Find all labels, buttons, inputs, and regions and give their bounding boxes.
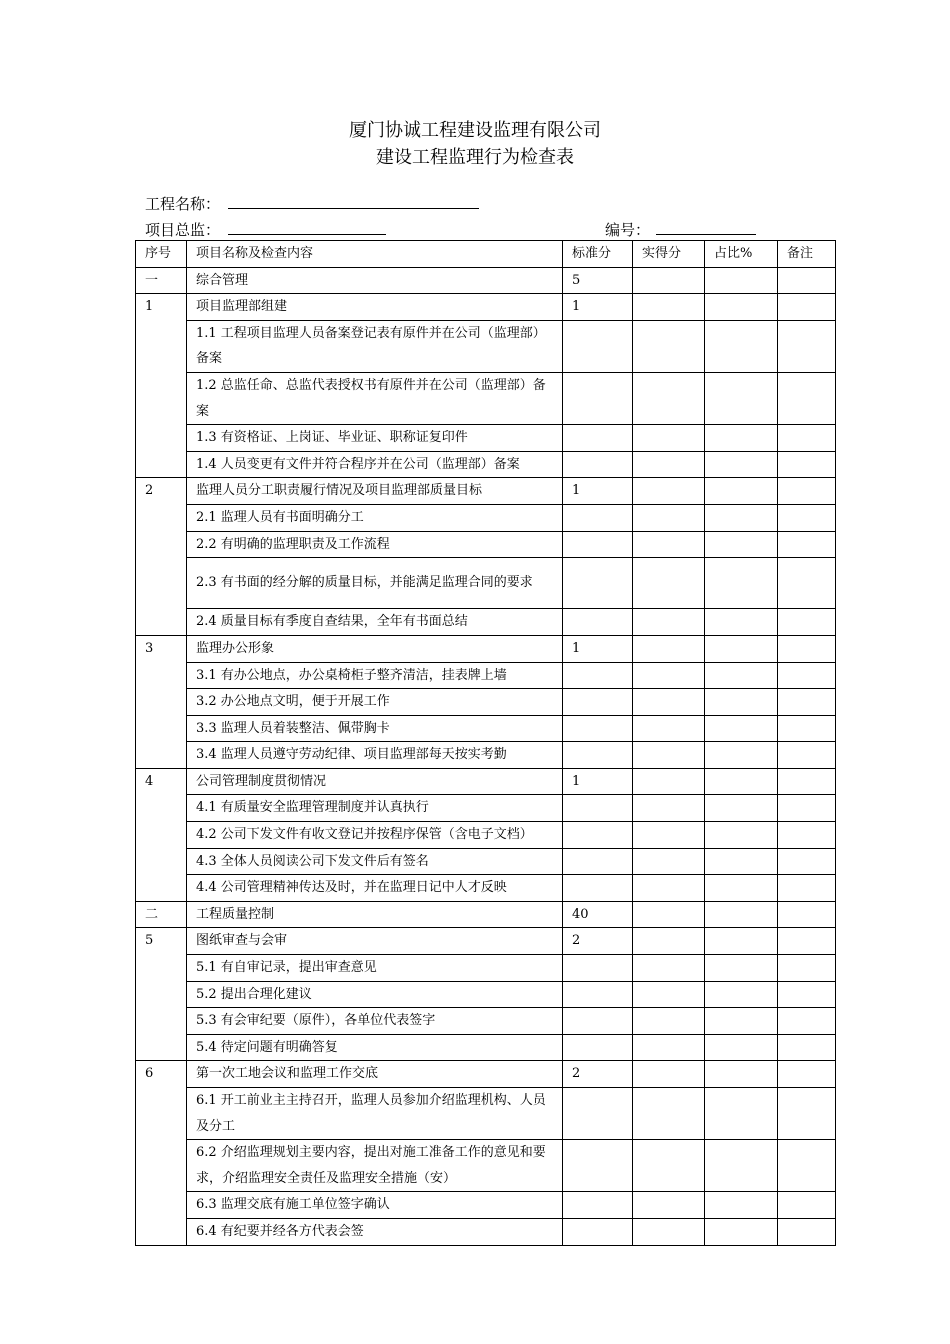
item-content: 3.3 监理人员着装整洁、佩带胸卡 bbox=[187, 715, 563, 742]
ratio-cell[interactable] bbox=[705, 504, 778, 531]
standard-score bbox=[563, 1034, 633, 1061]
actual-score-cell[interactable] bbox=[633, 1088, 705, 1140]
item-content: 3.2 办公地点文明，便于开展工作 bbox=[187, 689, 563, 716]
ratio-cell[interactable] bbox=[705, 1008, 778, 1035]
actual-score-cell[interactable] bbox=[633, 1008, 705, 1035]
table-row bbox=[136, 768, 836, 795]
item-content: 2.2 有明确的监理职责及工作流程 bbox=[187, 531, 563, 558]
standard-score bbox=[563, 320, 633, 372]
standard-score bbox=[563, 981, 633, 1008]
company-name: 厦门协诚工程建设监理有限公司 bbox=[349, 120, 601, 141]
actual-score-cell[interactable] bbox=[633, 662, 705, 689]
item-content: 5.1 有自审记录，提出审查意见 bbox=[187, 955, 563, 982]
item-content: 公司管理制度贯彻情况 bbox=[187, 768, 563, 795]
column-header: 占比% bbox=[705, 241, 778, 268]
actual-score-cell[interactable] bbox=[633, 294, 705, 321]
item-content: 工程质量控制 bbox=[187, 901, 563, 928]
ratio-cell[interactable] bbox=[705, 320, 778, 372]
form-title: 建设工程监理行为检查表 bbox=[376, 147, 574, 168]
row-number: 6 bbox=[136, 1061, 187, 1245]
item-content: 6.2 介绍监理规划主要内容，提出对施工准备工作的意见和要求，介绍监理安全责任及监理安全措施（安） bbox=[187, 1140, 563, 1192]
chief-supervisor-label: 项目总监： bbox=[145, 221, 221, 239]
actual-score-cell[interactable] bbox=[633, 1218, 705, 1245]
remarks-cell[interactable] bbox=[778, 372, 836, 424]
actual-score-cell[interactable] bbox=[633, 822, 705, 849]
column-header: 序号 bbox=[136, 241, 187, 268]
remarks-cell[interactable] bbox=[778, 715, 836, 742]
item-content: 6.3 监理交底有施工单位签字确认 bbox=[187, 1192, 563, 1219]
table-row bbox=[136, 715, 836, 742]
table-row bbox=[136, 504, 836, 531]
actual-score-cell[interactable] bbox=[633, 689, 705, 716]
table-row bbox=[136, 848, 836, 875]
standard-score bbox=[563, 795, 633, 822]
standard-score bbox=[563, 1192, 633, 1219]
project-name-label: 工程名称： bbox=[145, 195, 221, 213]
actual-score-cell[interactable] bbox=[633, 451, 705, 478]
standard-score bbox=[563, 1140, 633, 1192]
table-row bbox=[136, 1061, 836, 1088]
remarks-cell[interactable] bbox=[778, 822, 836, 849]
actual-score-cell[interactable] bbox=[633, 372, 705, 424]
remarks-cell[interactable] bbox=[778, 425, 836, 452]
item-content: 2.3 有书面的经分解的质量目标，并能满足监理合同的要求 bbox=[187, 558, 563, 609]
table-row bbox=[136, 531, 836, 558]
actual-score-cell[interactable] bbox=[633, 1061, 705, 1088]
ratio-cell[interactable] bbox=[705, 267, 778, 294]
actual-score-cell[interactable] bbox=[633, 635, 705, 662]
table-row bbox=[136, 451, 836, 478]
table-row bbox=[136, 955, 836, 982]
remarks-cell[interactable] bbox=[778, 1192, 836, 1219]
item-content: 第一次工地会议和监理工作交底 bbox=[187, 1061, 563, 1088]
remarks-cell[interactable] bbox=[778, 294, 836, 321]
ratio-cell[interactable] bbox=[705, 981, 778, 1008]
item-content: 2.4 质量目标有季度自查结果，全年有书面总结 bbox=[187, 609, 563, 636]
column-header: 标准分 bbox=[563, 241, 633, 268]
column-header: 实得分 bbox=[633, 241, 705, 268]
actual-score-cell[interactable] bbox=[633, 848, 705, 875]
chief-supervisor-field[interactable] bbox=[228, 234, 386, 235]
ratio-cell[interactable] bbox=[705, 1140, 778, 1192]
inspection-table bbox=[135, 240, 836, 1246]
ratio-cell[interactable] bbox=[705, 928, 778, 955]
standard-score bbox=[563, 451, 633, 478]
actual-score-cell[interactable] bbox=[633, 742, 705, 769]
remarks-cell[interactable] bbox=[778, 875, 836, 902]
standard-score: 5 bbox=[563, 267, 633, 294]
remarks-cell[interactable] bbox=[778, 1140, 836, 1192]
item-content: 监理人员分工职责履行情况及项目监理部质量目标 bbox=[187, 478, 563, 505]
item-content: 4.4 公司管理精神传达及时，并在监理日记中人才反映 bbox=[187, 875, 563, 902]
standard-score: 2 bbox=[563, 1061, 633, 1088]
actual-score-cell[interactable] bbox=[633, 715, 705, 742]
standard-score: 1 bbox=[563, 635, 633, 662]
remarks-cell[interactable] bbox=[778, 768, 836, 795]
standard-score bbox=[563, 1088, 633, 1140]
remarks-cell[interactable] bbox=[778, 635, 836, 662]
table-row bbox=[136, 981, 836, 1008]
remarks-cell[interactable] bbox=[778, 981, 836, 1008]
ratio-cell[interactable] bbox=[705, 531, 778, 558]
table-row bbox=[136, 267, 836, 294]
item-content: 5.2 提出合理化建议 bbox=[187, 981, 563, 1008]
actual-score-cell[interactable] bbox=[633, 875, 705, 902]
standard-score bbox=[563, 715, 633, 742]
standard-score bbox=[563, 742, 633, 769]
actual-score-cell[interactable] bbox=[633, 478, 705, 505]
table-row bbox=[136, 928, 836, 955]
remarks-cell[interactable] bbox=[778, 320, 836, 372]
table-row bbox=[136, 662, 836, 689]
standard-score bbox=[563, 955, 633, 982]
standard-score: 1 bbox=[563, 768, 633, 795]
item-content: 3.4 监理人员遵守劳动纪律、项目监理部每天按实考勤 bbox=[187, 742, 563, 769]
item-content: 1.2 总监任命、总监代表授权书有原件并在公司（监理部）备案 bbox=[187, 372, 563, 424]
table-row bbox=[136, 901, 836, 928]
standard-score bbox=[563, 558, 633, 609]
ratio-cell[interactable] bbox=[705, 875, 778, 902]
table-row bbox=[136, 1088, 836, 1140]
item-content: 5.4 待定问题有明确答复 bbox=[187, 1034, 563, 1061]
item-content: 5.3 有会审纪要（原件），各单位代表签字 bbox=[187, 1008, 563, 1035]
standard-score bbox=[563, 425, 633, 452]
ratio-cell[interactable] bbox=[705, 1061, 778, 1088]
remarks-cell[interactable] bbox=[778, 558, 836, 609]
table-row bbox=[136, 795, 836, 822]
row-number: 1 bbox=[136, 294, 187, 478]
ratio-cell[interactable] bbox=[705, 294, 778, 321]
row-number: 3 bbox=[136, 635, 187, 768]
item-content: 监理办公形象 bbox=[187, 635, 563, 662]
item-content: 综合管理 bbox=[187, 267, 563, 294]
ratio-cell[interactable] bbox=[705, 1088, 778, 1140]
item-content: 6.4 有纪要并经各方代表会签 bbox=[187, 1218, 563, 1245]
remarks-cell[interactable] bbox=[778, 848, 836, 875]
remarks-cell[interactable] bbox=[778, 662, 836, 689]
standard-score bbox=[563, 1218, 633, 1245]
actual-score-cell[interactable] bbox=[633, 425, 705, 452]
actual-score-cell[interactable] bbox=[633, 558, 705, 609]
ratio-cell[interactable] bbox=[705, 795, 778, 822]
item-content: 图纸审查与会审 bbox=[187, 928, 563, 955]
item-content: 4.2 公司下发文件有收文登记并按程序保管（含电子文档） bbox=[187, 822, 563, 849]
actual-score-cell[interactable] bbox=[633, 955, 705, 982]
remarks-cell[interactable] bbox=[778, 742, 836, 769]
item-content: 1.1 工程项目监理人员备案登记表有原件并在公司（监理部）备案 bbox=[187, 320, 563, 372]
table-row bbox=[136, 742, 836, 769]
ratio-cell[interactable] bbox=[705, 662, 778, 689]
serial-field[interactable] bbox=[656, 234, 756, 235]
table-row bbox=[136, 822, 836, 849]
remarks-cell[interactable] bbox=[778, 689, 836, 716]
remarks-cell[interactable] bbox=[778, 478, 836, 505]
standard-score bbox=[563, 1008, 633, 1035]
ratio-cell[interactable] bbox=[705, 742, 778, 769]
table-row bbox=[136, 1218, 836, 1245]
actual-score-cell[interactable] bbox=[633, 609, 705, 636]
ratio-cell[interactable] bbox=[705, 609, 778, 636]
column-header: 项目名称及检查内容 bbox=[187, 241, 563, 268]
item-content: 4.3 全体人员阅读公司下发文件后有签名 bbox=[187, 848, 563, 875]
table-row bbox=[136, 1192, 836, 1219]
item-content: 2.1 监理人员有书面明确分工 bbox=[187, 504, 563, 531]
standard-score bbox=[563, 531, 633, 558]
ratio-cell[interactable] bbox=[705, 689, 778, 716]
table-row bbox=[136, 478, 836, 505]
table-row bbox=[136, 1140, 836, 1192]
actual-score-cell[interactable] bbox=[633, 1034, 705, 1061]
row-number: 二 bbox=[136, 901, 187, 928]
ratio-cell[interactable] bbox=[705, 425, 778, 452]
actual-score-cell[interactable] bbox=[633, 901, 705, 928]
remarks-cell[interactable] bbox=[778, 795, 836, 822]
standard-score: 1 bbox=[563, 478, 633, 505]
actual-score-cell[interactable] bbox=[633, 795, 705, 822]
remarks-cell[interactable] bbox=[778, 928, 836, 955]
table-row bbox=[136, 558, 836, 609]
remarks-cell[interactable] bbox=[778, 609, 836, 636]
row-number: 4 bbox=[136, 768, 187, 901]
remarks-cell[interactable] bbox=[778, 1218, 836, 1245]
table-row bbox=[136, 1008, 836, 1035]
remarks-cell[interactable] bbox=[778, 1088, 836, 1140]
standard-score: 2 bbox=[563, 928, 633, 955]
ratio-cell[interactable] bbox=[705, 558, 778, 609]
actual-score-cell[interactable] bbox=[633, 1192, 705, 1219]
standard-score bbox=[563, 822, 633, 849]
remarks-cell[interactable] bbox=[778, 955, 836, 982]
standard-score bbox=[563, 504, 633, 531]
row-number: 2 bbox=[136, 478, 187, 636]
remarks-cell[interactable] bbox=[778, 901, 836, 928]
actual-score-cell[interactable] bbox=[633, 1140, 705, 1192]
item-content: 4.1 有质量安全监理管理制度并认真执行 bbox=[187, 795, 563, 822]
row-number: 一 bbox=[136, 267, 187, 294]
standard-score: 1 bbox=[563, 294, 633, 321]
item-content: 1.4 人员变更有文件并符合程序并在公司（监理部）备案 bbox=[187, 451, 563, 478]
table-row bbox=[136, 372, 836, 424]
ratio-cell[interactable] bbox=[705, 1192, 778, 1219]
remarks-cell[interactable] bbox=[778, 504, 836, 531]
actual-score-cell[interactable] bbox=[633, 768, 705, 795]
ratio-cell[interactable] bbox=[705, 1034, 778, 1061]
table-row bbox=[136, 635, 836, 662]
ratio-cell[interactable] bbox=[705, 635, 778, 662]
standard-score bbox=[563, 689, 633, 716]
ratio-cell[interactable] bbox=[705, 372, 778, 424]
actual-score-cell[interactable] bbox=[633, 267, 705, 294]
ratio-cell[interactable] bbox=[705, 848, 778, 875]
item-content: 6.1 开工前业主主持召开，监理人员参加介绍监理机构、人员及分工 bbox=[187, 1088, 563, 1140]
item-content: 1.3 有资格证、上岗证、毕业证、职称证复印件 bbox=[187, 425, 563, 452]
remarks-cell[interactable] bbox=[778, 1061, 836, 1088]
ratio-cell[interactable] bbox=[705, 822, 778, 849]
standard-score: 40 bbox=[563, 901, 633, 928]
actual-score-cell[interactable] bbox=[633, 320, 705, 372]
ratio-cell[interactable] bbox=[705, 901, 778, 928]
row-number: 5 bbox=[136, 928, 187, 1061]
table-row bbox=[136, 320, 836, 372]
remarks-cell[interactable] bbox=[778, 267, 836, 294]
table-row bbox=[136, 1034, 836, 1061]
remarks-cell[interactable] bbox=[778, 1008, 836, 1035]
standard-score bbox=[563, 875, 633, 902]
project-name-field[interactable] bbox=[228, 208, 479, 209]
ratio-cell[interactable] bbox=[705, 451, 778, 478]
table-row bbox=[136, 609, 836, 636]
item-content: 项目监理部组建 bbox=[187, 294, 563, 321]
standard-score bbox=[563, 848, 633, 875]
table-row bbox=[136, 425, 836, 452]
item-content: 3.1 有办公地点，办公桌椅柜子整齐清洁，挂表牌上墙 bbox=[187, 662, 563, 689]
standard-score bbox=[563, 372, 633, 424]
remarks-cell[interactable] bbox=[778, 531, 836, 558]
standard-score bbox=[563, 662, 633, 689]
table-row bbox=[136, 294, 836, 321]
actual-score-cell[interactable] bbox=[633, 504, 705, 531]
column-header: 备注 bbox=[778, 241, 836, 268]
ratio-cell[interactable] bbox=[705, 955, 778, 982]
header-row bbox=[136, 241, 836, 268]
ratio-cell[interactable] bbox=[705, 1218, 778, 1245]
actual-score-cell[interactable] bbox=[633, 531, 705, 558]
serial-label: 编号： bbox=[605, 221, 651, 239]
table-row bbox=[136, 689, 836, 716]
actual-score-cell[interactable] bbox=[633, 928, 705, 955]
ratio-cell[interactable] bbox=[705, 768, 778, 795]
standard-score bbox=[563, 609, 633, 636]
remarks-cell[interactable] bbox=[778, 1034, 836, 1061]
ratio-cell[interactable] bbox=[705, 715, 778, 742]
actual-score-cell[interactable] bbox=[633, 981, 705, 1008]
ratio-cell[interactable] bbox=[705, 478, 778, 505]
table-row bbox=[136, 875, 836, 902]
remarks-cell[interactable] bbox=[778, 451, 836, 478]
